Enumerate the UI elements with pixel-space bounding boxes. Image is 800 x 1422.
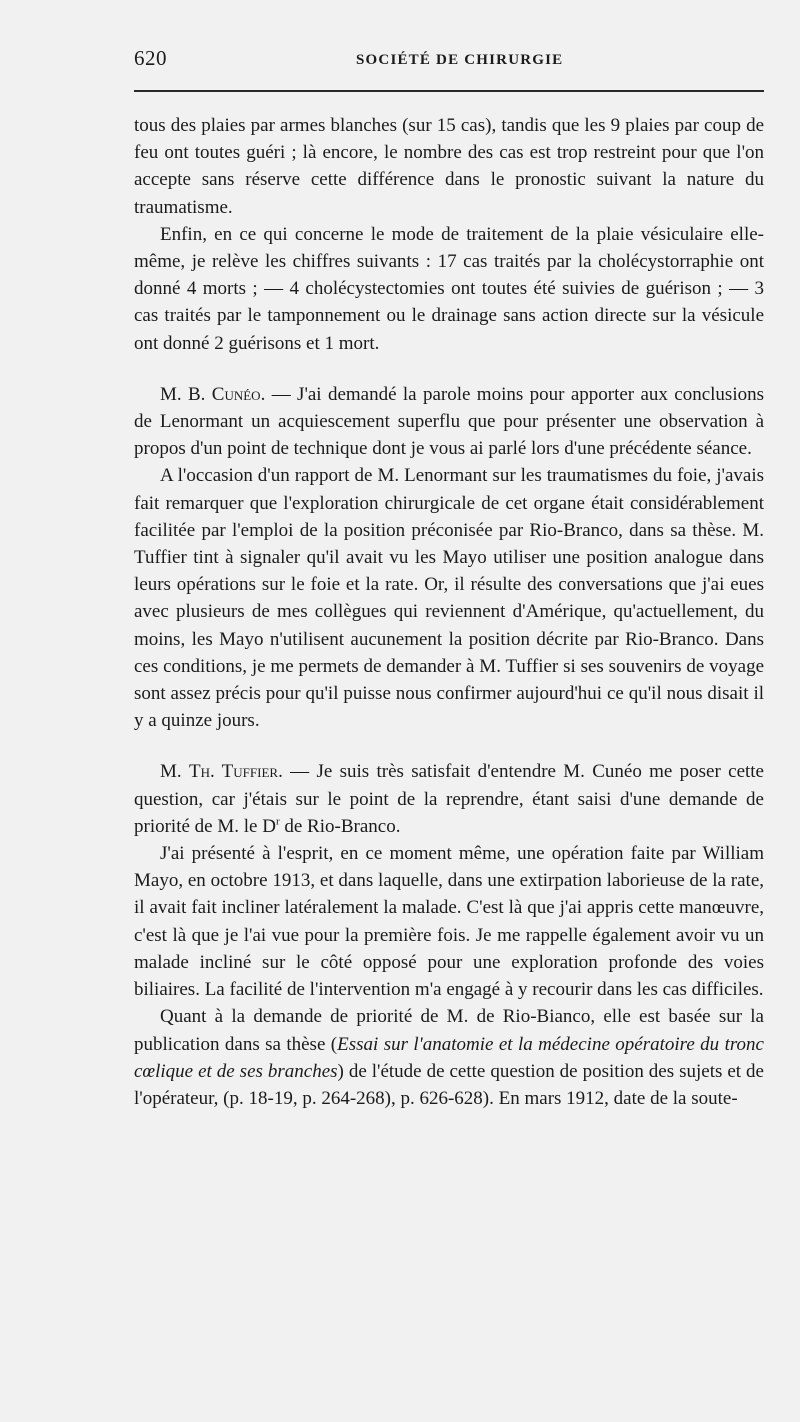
paragraph-body-end: de Rio-Branco. xyxy=(279,815,401,837)
paragraph-body: Quant à la demande de priorité de M. de Rio-Bianco, elle est basée sur la publication dans sa thèse ( xyxy=(134,1006,764,1055)
running-title: SOCIÉTÉ DE CHIRURGIE xyxy=(356,52,564,68)
speaker-prefix: M. xyxy=(160,761,189,783)
body-text xyxy=(134,112,764,1112)
page-number: 620 xyxy=(134,46,167,70)
paragraph-continuation: tous des plaies par armes blanches (sur 15 cas), tandis que les 9 plaies par coup de feu ont toutes guéri ; là encore, le nombre des cas est trop restreint pour que l'on accepte sans réserve cette différence dans le pronostic suivant la nature du traumatisme. xyxy=(134,115,764,218)
superscript: r xyxy=(275,815,280,828)
paragraph-body: . — Je suis très satisfait d'entendre M. Cunéo me poser cette question, car j'étais sur le point de la reprendre, étant saisi d'une demande de priorité de M. le D xyxy=(134,761,764,837)
paragraph-priority-claim xyxy=(134,1003,764,1112)
header-rule xyxy=(134,90,764,92)
paragraph-body: . — J'ai demandé la parole moins pour apporter aux conclusions de Lenormant un acquiescement superflu que pour présenter une observation à propos d'un point de technique dont je vous ai parlé lors d'une précédente séance. xyxy=(134,383,764,460)
paragraph-rio-branco-position: A l'occasion d'un rapport de M. Lenormant sur les traumatismes du foie, j'avais fait remarquer que l'exploration chirurgicale de cet organe était considérablement facilitée par l'emploi de la position préconisée par Rio-Branco, dans sa thèse. M. Tuffier tint à signaler qu'il avait vu les Mayo utiliser une position analogue dans leurs opérations sur le foie et la rate. Or, il résulte des conversations que j'ai eues avec plusieurs de mes collègues qui reviennent d'Amérique, qu'actuellement, du moins, les Mayo n'utilisent aucunement la position décrite par Rio-Branco. Dans ces conditions, je me permets de demander à M. Tuffier si ses souvenirs de voyage sont assez précis pour qu'il puisse nous confirmer aujourd'hui ce qu'il nous disait il y a quinze jours. xyxy=(134,465,764,732)
paragraph-cuneo-remarks xyxy=(134,381,764,463)
speaker-name: Cunéo xyxy=(211,383,261,405)
speaker-name: Th. Tuffier xyxy=(188,761,279,783)
speaker-prefix: M. B. xyxy=(160,383,212,405)
thesis-title: Essai sur l'anatomie et la médecine opératoire du tronc cœlique et de ses branches xyxy=(134,1033,764,1082)
paragraph-mayo-operation: J'ai présenté à l'esprit, en ce moment même, une opération faite par William Mayo, en octobre 1913, et dans laquelle, dans une extirpation laborieuse de la rate, il avait fait incliner latéralement la malade. C'est là que j'ai appris cette manœuvre, c'est là que je l'ai vue pour la première fois. Je me rappelle également avoir vu un malade incliné sur le côté opposé pour une exploration profonde des voies biliaires. La facilité de l'intervention m'a engagé à y recourir dans les cas difficiles. xyxy=(134,843,764,1001)
paragraph-treatment-figures: Enfin, en ce qui concerne le mode de traitement de la plaie vésiculaire elle-même, je relève les chiffres suivants : 17 cas traités par la cholécystorraphie ont donné 4 morts ; — 4 cholécystectomies ont toutes été suivies de guérison ; — 3 cas traités par le tamponnement ou le drainage sans action directe sur la vésicule ont donné 2 guérisons et 1 mort. xyxy=(134,223,764,354)
paragraph-tuffier-reply xyxy=(134,758,764,840)
paragraph-body-end: ) de l'étude de cette question de position des sujets et de l'opérateur, (p. 18-19, p. 264-268), p. 626-628). En mars 1912, date de la soute- xyxy=(134,1060,764,1109)
